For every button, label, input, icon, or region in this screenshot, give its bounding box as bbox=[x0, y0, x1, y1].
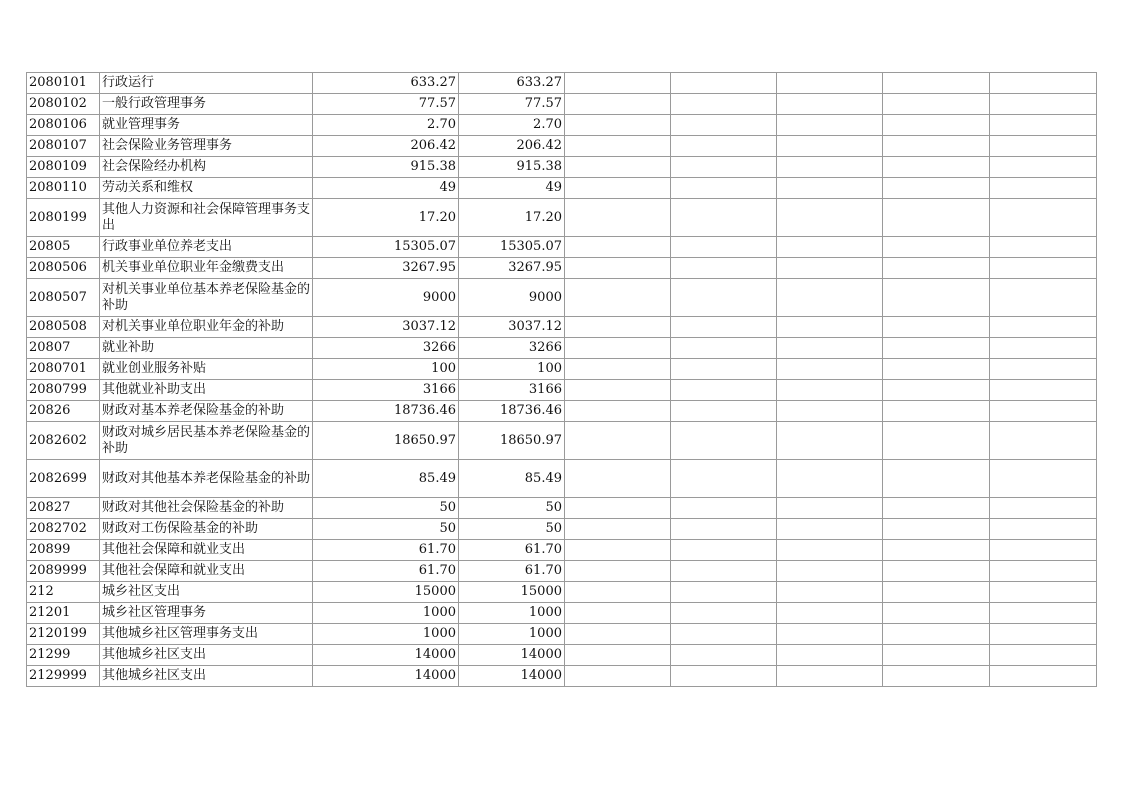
empty-cell bbox=[671, 178, 777, 199]
amount-cell: 1000 bbox=[459, 624, 565, 645]
amount-cell: 915.38 bbox=[459, 157, 565, 178]
empty-cell bbox=[990, 73, 1097, 94]
empty-cell bbox=[990, 401, 1097, 422]
empty-cell bbox=[565, 645, 671, 666]
empty-cell bbox=[883, 460, 990, 498]
empty-cell bbox=[671, 279, 777, 317]
amount-cell: 633.27 bbox=[459, 73, 565, 94]
empty-cell bbox=[990, 666, 1097, 687]
empty-cell bbox=[565, 73, 671, 94]
item-name-cell: 行政运行 bbox=[100, 73, 313, 94]
empty-cell bbox=[671, 199, 777, 237]
table-row bbox=[27, 603, 1097, 624]
amount-cell: 17.20 bbox=[459, 199, 565, 237]
item-name-cell: 其他城乡社区支出 bbox=[100, 666, 313, 687]
table-row bbox=[27, 401, 1097, 422]
empty-cell bbox=[565, 540, 671, 561]
amount-cell: 85.49 bbox=[313, 460, 459, 498]
table-row bbox=[27, 359, 1097, 380]
empty-cell bbox=[990, 498, 1097, 519]
item-code-cell: 20899 bbox=[27, 540, 100, 561]
amount-cell: 9000 bbox=[313, 279, 459, 317]
empty-cell bbox=[671, 73, 777, 94]
item-code-cell: 21201 bbox=[27, 603, 100, 624]
amount-cell: 18650.97 bbox=[313, 422, 459, 460]
empty-cell bbox=[777, 380, 883, 401]
empty-cell bbox=[777, 338, 883, 359]
empty-cell bbox=[990, 258, 1097, 279]
amount-cell: 14000 bbox=[313, 645, 459, 666]
empty-cell bbox=[990, 540, 1097, 561]
empty-cell bbox=[777, 317, 883, 338]
empty-cell bbox=[777, 136, 883, 157]
item-name-cell: 对机关事业单位基本养老保险基金的补助 bbox=[100, 279, 313, 317]
item-code-cell: 21299 bbox=[27, 645, 100, 666]
empty-cell bbox=[990, 136, 1097, 157]
empty-cell bbox=[671, 624, 777, 645]
table-row bbox=[27, 519, 1097, 540]
amount-cell: 61.70 bbox=[313, 540, 459, 561]
empty-cell bbox=[671, 540, 777, 561]
item-name-cell: 行政事业单位养老支出 bbox=[100, 237, 313, 258]
empty-cell bbox=[777, 624, 883, 645]
item-name-cell: 财政对其他基本养老保险基金的补助 bbox=[100, 460, 313, 498]
item-name-cell: 其他社会保障和就业支出 bbox=[100, 540, 313, 561]
table-row bbox=[27, 338, 1097, 359]
item-code-cell: 20826 bbox=[27, 401, 100, 422]
table-row bbox=[27, 498, 1097, 519]
table-row bbox=[27, 422, 1097, 460]
amount-cell: 17.20 bbox=[313, 199, 459, 237]
empty-cell bbox=[883, 73, 990, 94]
empty-cell bbox=[883, 519, 990, 540]
budget-table bbox=[26, 72, 1097, 687]
amount-cell: 50 bbox=[313, 519, 459, 540]
amount-cell: 9000 bbox=[459, 279, 565, 317]
empty-cell bbox=[990, 279, 1097, 317]
empty-cell bbox=[565, 380, 671, 401]
table-row bbox=[27, 460, 1097, 498]
item-name-cell: 财政对基本养老保险基金的补助 bbox=[100, 401, 313, 422]
item-name-cell: 其他人力资源和社会保障管理事务支出 bbox=[100, 199, 313, 237]
empty-cell bbox=[883, 115, 990, 136]
empty-cell bbox=[671, 380, 777, 401]
empty-cell bbox=[883, 666, 990, 687]
empty-cell bbox=[990, 317, 1097, 338]
item-code-cell: 2129999 bbox=[27, 666, 100, 687]
empty-cell bbox=[777, 582, 883, 603]
table-row bbox=[27, 237, 1097, 258]
amount-cell: 50 bbox=[459, 519, 565, 540]
empty-cell bbox=[777, 73, 883, 94]
empty-cell bbox=[883, 279, 990, 317]
item-name-cell: 城乡社区支出 bbox=[100, 582, 313, 603]
empty-cell bbox=[671, 645, 777, 666]
item-name-cell: 一般行政管理事务 bbox=[100, 94, 313, 115]
table-row bbox=[27, 199, 1097, 237]
empty-cell bbox=[883, 498, 990, 519]
item-code-cell: 2080102 bbox=[27, 94, 100, 115]
table-row bbox=[27, 561, 1097, 582]
table-row bbox=[27, 136, 1097, 157]
amount-cell: 2.70 bbox=[459, 115, 565, 136]
empty-cell bbox=[883, 258, 990, 279]
table-row bbox=[27, 317, 1097, 338]
empty-cell bbox=[565, 519, 671, 540]
empty-cell bbox=[990, 178, 1097, 199]
amount-cell: 50 bbox=[459, 498, 565, 519]
amount-cell: 61.70 bbox=[459, 561, 565, 582]
empty-cell bbox=[565, 115, 671, 136]
empty-cell bbox=[883, 199, 990, 237]
item-name-cell: 财政对其他社会保险基金的补助 bbox=[100, 498, 313, 519]
amount-cell: 49 bbox=[313, 178, 459, 199]
item-code-cell: 212 bbox=[27, 582, 100, 603]
amount-cell: 15305.07 bbox=[459, 237, 565, 258]
empty-cell bbox=[777, 666, 883, 687]
empty-cell bbox=[990, 460, 1097, 498]
empty-cell bbox=[883, 380, 990, 401]
empty-cell bbox=[990, 603, 1097, 624]
empty-cell bbox=[777, 157, 883, 178]
item-code-cell: 2120199 bbox=[27, 624, 100, 645]
table-row bbox=[27, 645, 1097, 666]
amount-cell: 14000 bbox=[459, 666, 565, 687]
empty-cell bbox=[883, 359, 990, 380]
item-code-cell: 2080109 bbox=[27, 157, 100, 178]
empty-cell bbox=[883, 624, 990, 645]
item-name-cell: 对机关事业单位职业年金的补助 bbox=[100, 317, 313, 338]
item-name-cell: 财政对工伤保险基金的补助 bbox=[100, 519, 313, 540]
table-row bbox=[27, 624, 1097, 645]
amount-cell: 50 bbox=[313, 498, 459, 519]
item-name-cell: 城乡社区管理事务 bbox=[100, 603, 313, 624]
empty-cell bbox=[777, 94, 883, 115]
item-code-cell: 20827 bbox=[27, 498, 100, 519]
amount-cell: 3037.12 bbox=[313, 317, 459, 338]
empty-cell bbox=[565, 136, 671, 157]
empty-cell bbox=[671, 422, 777, 460]
empty-cell bbox=[671, 338, 777, 359]
item-code-cell: 2082602 bbox=[27, 422, 100, 460]
amount-cell: 3267.95 bbox=[313, 258, 459, 279]
empty-cell bbox=[565, 338, 671, 359]
empty-cell bbox=[777, 178, 883, 199]
empty-cell bbox=[990, 645, 1097, 666]
empty-cell bbox=[565, 199, 671, 237]
empty-cell bbox=[777, 422, 883, 460]
item-code-cell: 2082699 bbox=[27, 460, 100, 498]
empty-cell bbox=[883, 157, 990, 178]
amount-cell: 1000 bbox=[459, 603, 565, 624]
item-name-cell: 劳动关系和维权 bbox=[100, 178, 313, 199]
item-code-cell: 2080506 bbox=[27, 258, 100, 279]
empty-cell bbox=[671, 258, 777, 279]
empty-cell bbox=[883, 582, 990, 603]
empty-cell bbox=[990, 561, 1097, 582]
amount-cell: 61.70 bbox=[459, 540, 565, 561]
empty-cell bbox=[777, 401, 883, 422]
empty-cell bbox=[565, 178, 671, 199]
empty-cell bbox=[565, 94, 671, 115]
empty-cell bbox=[883, 178, 990, 199]
empty-cell bbox=[671, 603, 777, 624]
empty-cell bbox=[565, 237, 671, 258]
amount-cell: 14000 bbox=[459, 645, 565, 666]
item-code-cell: 2089999 bbox=[27, 561, 100, 582]
empty-cell bbox=[777, 645, 883, 666]
table-row bbox=[27, 258, 1097, 279]
empty-cell bbox=[671, 317, 777, 338]
empty-cell bbox=[565, 279, 671, 317]
empty-cell bbox=[565, 317, 671, 338]
amount-cell: 3267.95 bbox=[459, 258, 565, 279]
amount-cell: 3037.12 bbox=[459, 317, 565, 338]
empty-cell bbox=[777, 519, 883, 540]
item-code-cell: 20807 bbox=[27, 338, 100, 359]
amount-cell: 3266 bbox=[459, 338, 565, 359]
amount-cell: 1000 bbox=[313, 624, 459, 645]
empty-cell bbox=[990, 380, 1097, 401]
empty-cell bbox=[990, 115, 1097, 136]
item-name-cell: 就业创业服务补贴 bbox=[100, 359, 313, 380]
empty-cell bbox=[565, 401, 671, 422]
amount-cell: 49 bbox=[459, 178, 565, 199]
item-name-cell: 社会保险经办机构 bbox=[100, 157, 313, 178]
empty-cell bbox=[883, 401, 990, 422]
empty-cell bbox=[990, 237, 1097, 258]
amount-cell: 18736.46 bbox=[313, 401, 459, 422]
empty-cell bbox=[883, 94, 990, 115]
empty-cell bbox=[990, 519, 1097, 540]
amount-cell: 14000 bbox=[313, 666, 459, 687]
amount-cell: 61.70 bbox=[313, 561, 459, 582]
table-row bbox=[27, 94, 1097, 115]
amount-cell: 3266 bbox=[313, 338, 459, 359]
item-name-cell: 其他城乡社区管理事务支出 bbox=[100, 624, 313, 645]
empty-cell bbox=[990, 582, 1097, 603]
table-row bbox=[27, 157, 1097, 178]
table-row bbox=[27, 115, 1097, 136]
empty-cell bbox=[777, 540, 883, 561]
item-name-cell: 就业管理事务 bbox=[100, 115, 313, 136]
empty-cell bbox=[777, 115, 883, 136]
amount-cell: 100 bbox=[459, 359, 565, 380]
amount-cell: 206.42 bbox=[313, 136, 459, 157]
item-code-cell: 2080507 bbox=[27, 279, 100, 317]
item-name-cell: 财政对城乡居民基本养老保险基金的补助 bbox=[100, 422, 313, 460]
empty-cell bbox=[671, 359, 777, 380]
empty-cell bbox=[671, 401, 777, 422]
amount-cell: 633.27 bbox=[313, 73, 459, 94]
amount-cell: 2.70 bbox=[313, 115, 459, 136]
amount-cell: 3166 bbox=[313, 380, 459, 401]
empty-cell bbox=[883, 237, 990, 258]
empty-cell bbox=[990, 157, 1097, 178]
empty-cell bbox=[565, 561, 671, 582]
empty-cell bbox=[671, 561, 777, 582]
empty-cell bbox=[565, 498, 671, 519]
item-code-cell: 2080107 bbox=[27, 136, 100, 157]
empty-cell bbox=[565, 666, 671, 687]
empty-cell bbox=[883, 561, 990, 582]
table-row bbox=[27, 380, 1097, 401]
empty-cell bbox=[990, 338, 1097, 359]
empty-cell bbox=[990, 199, 1097, 237]
empty-cell bbox=[671, 136, 777, 157]
amount-cell: 85.49 bbox=[459, 460, 565, 498]
amount-cell: 3166 bbox=[459, 380, 565, 401]
item-name-cell: 其他城乡社区支出 bbox=[100, 645, 313, 666]
item-code-cell: 2080701 bbox=[27, 359, 100, 380]
empty-cell bbox=[565, 359, 671, 380]
empty-cell bbox=[565, 603, 671, 624]
empty-cell bbox=[671, 115, 777, 136]
empty-cell bbox=[777, 498, 883, 519]
empty-cell bbox=[671, 460, 777, 498]
empty-cell bbox=[883, 317, 990, 338]
empty-cell bbox=[883, 422, 990, 460]
item-code-cell: 2080508 bbox=[27, 317, 100, 338]
table-body bbox=[27, 73, 1097, 687]
amount-cell: 77.57 bbox=[459, 94, 565, 115]
amount-cell: 915.38 bbox=[313, 157, 459, 178]
empty-cell bbox=[565, 582, 671, 603]
empty-cell bbox=[777, 258, 883, 279]
empty-cell bbox=[671, 237, 777, 258]
empty-cell bbox=[671, 582, 777, 603]
item-name-cell: 其他就业补助支出 bbox=[100, 380, 313, 401]
amount-cell: 1000 bbox=[313, 603, 459, 624]
empty-cell bbox=[883, 645, 990, 666]
item-code-cell: 2080110 bbox=[27, 178, 100, 199]
amount-cell: 15000 bbox=[459, 582, 565, 603]
item-name-cell: 社会保险业务管理事务 bbox=[100, 136, 313, 157]
empty-cell bbox=[777, 237, 883, 258]
empty-cell bbox=[777, 460, 883, 498]
empty-cell bbox=[990, 624, 1097, 645]
empty-cell bbox=[777, 603, 883, 624]
amount-cell: 206.42 bbox=[459, 136, 565, 157]
table-row bbox=[27, 73, 1097, 94]
item-code-cell: 2080106 bbox=[27, 115, 100, 136]
amount-cell: 18650.97 bbox=[459, 422, 565, 460]
empty-cell bbox=[671, 498, 777, 519]
amount-cell: 15305.07 bbox=[313, 237, 459, 258]
item-code-cell: 20805 bbox=[27, 237, 100, 258]
amount-cell: 77.57 bbox=[313, 94, 459, 115]
item-code-cell: 2082702 bbox=[27, 519, 100, 540]
table-row bbox=[27, 540, 1097, 561]
item-code-cell: 2080101 bbox=[27, 73, 100, 94]
item-code-cell: 2080799 bbox=[27, 380, 100, 401]
empty-cell bbox=[565, 157, 671, 178]
empty-cell bbox=[777, 359, 883, 380]
empty-cell bbox=[990, 359, 1097, 380]
table-row bbox=[27, 666, 1097, 687]
item-name-cell: 其他社会保障和就业支出 bbox=[100, 561, 313, 582]
empty-cell bbox=[565, 422, 671, 460]
empty-cell bbox=[671, 519, 777, 540]
item-code-cell: 2080199 bbox=[27, 199, 100, 237]
empty-cell bbox=[777, 199, 883, 237]
amount-cell: 15000 bbox=[313, 582, 459, 603]
empty-cell bbox=[883, 338, 990, 359]
empty-cell bbox=[565, 624, 671, 645]
empty-cell bbox=[671, 157, 777, 178]
item-name-cell: 机关事业单位职业年金缴费支出 bbox=[100, 258, 313, 279]
table-row bbox=[27, 582, 1097, 603]
empty-cell bbox=[883, 136, 990, 157]
item-name-cell: 就业补助 bbox=[100, 338, 313, 359]
empty-cell bbox=[883, 603, 990, 624]
empty-cell bbox=[565, 258, 671, 279]
empty-cell bbox=[990, 94, 1097, 115]
empty-cell bbox=[671, 94, 777, 115]
amount-cell: 100 bbox=[313, 359, 459, 380]
table-row bbox=[27, 178, 1097, 199]
empty-cell bbox=[990, 422, 1097, 460]
empty-cell bbox=[883, 540, 990, 561]
empty-cell bbox=[671, 666, 777, 687]
table-row bbox=[27, 279, 1097, 317]
amount-cell: 18736.46 bbox=[459, 401, 565, 422]
empty-cell bbox=[777, 561, 883, 582]
empty-cell bbox=[565, 460, 671, 498]
empty-cell bbox=[777, 279, 883, 317]
